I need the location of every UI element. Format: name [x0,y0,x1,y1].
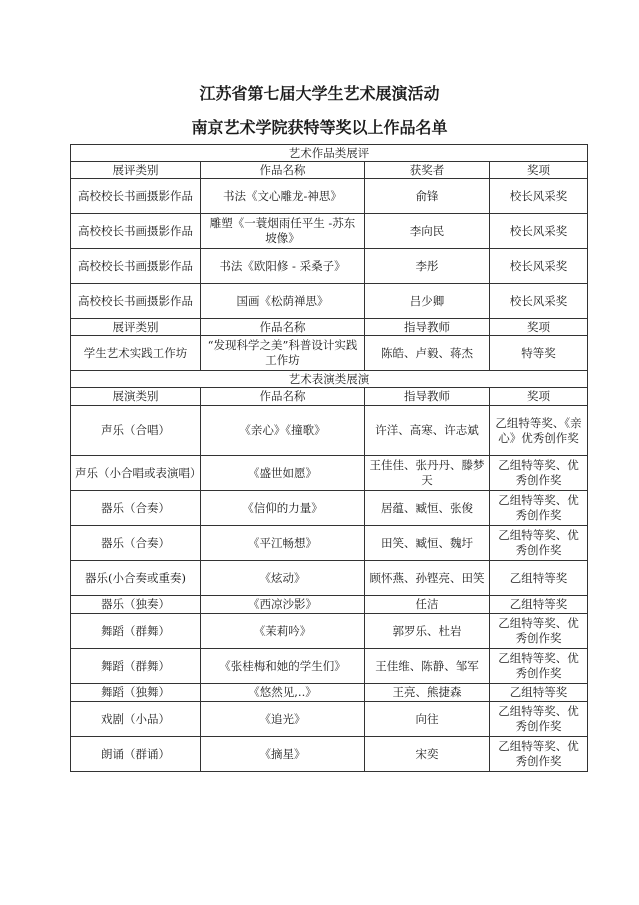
award-cell: 校长风采奖 [490,179,588,214]
category-cell: 器乐（独奏） [71,596,201,614]
winner-cell: 李向民 [365,214,490,249]
category-cell: 器乐（合奏） [71,491,201,526]
award-cell: 乙组特等奖、优秀创作奖 [490,702,588,737]
teacher-cell: 郭罗乐、杜岩 [365,614,490,649]
teacher-cell: 王佳维、陈静、邹军 [365,649,490,684]
category-cell: 高校校长书画摄影作品 [71,179,201,214]
work-title-cell: 《亲心》《撞歌》 [201,406,365,456]
column-header: 获奖者 [365,162,490,179]
category-cell: 舞蹈（独舞） [71,684,201,702]
table-row [71,214,588,249]
work-title-cell: 《追光》 [201,702,365,737]
award-cell: 乙组特等奖 [490,684,588,702]
award-cell: 校长风采奖 [490,284,588,319]
table-row [71,684,588,702]
column-header: 奖项 [490,162,588,179]
work-title-cell: 雕塑《一蓑烟雨任平生 -苏东坡像》 [201,214,365,249]
column-header: 作品名称 [201,388,365,406]
category-cell: 器乐(小合奏或重奏) [71,561,201,596]
table-row [71,561,588,596]
teacher-cell: 宋奕 [365,737,490,772]
award-cell: 乙组特等奖 [490,596,588,614]
table-row [71,284,588,319]
column-header: 指导教师 [365,319,490,336]
teacher-cell: 任洁 [365,596,490,614]
teacher-cell: 许洋、高寒、许志斌 [365,406,490,456]
work-title-cell: 《信仰的力量》 [201,491,365,526]
award-cell: 乙组特等奖、优秀创作奖 [490,649,588,684]
table-row [71,336,588,371]
category-cell: 舞蹈（群舞） [71,614,201,649]
work-title-cell: 《平江畅想》 [201,526,365,561]
award-cell: 校长风采奖 [490,249,588,284]
award-cell: 乙组特等奖、优秀创作奖 [490,491,588,526]
column-header: 展评类别 [71,319,201,336]
work-title-cell: “发现科学之美”科普设计实践工作坊 [201,336,365,371]
work-title-cell: 《茉莉吟》 [201,614,365,649]
work-title-cell: 《张桂梅和她的学生们》 [201,649,365,684]
document-title: 江苏省第七届大学生艺术展演活动 [199,84,440,103]
award-cell: 乙组特等奖、优秀创作奖 [490,614,588,649]
category-cell: 朗诵（群诵） [71,737,201,772]
category-cell: 高校校长书画摄影作品 [71,214,201,249]
teacher-cell: 顾怀燕、孙铿亮、田笑 [365,561,490,596]
category-cell: 戏剧（小品） [71,702,201,737]
table-row [71,526,588,561]
category-cell: 高校校长书画摄影作品 [71,249,201,284]
column-header: 奖项 [490,388,588,406]
table-row [71,406,588,456]
work-title-cell: 《悠然见,..》 [201,684,365,702]
work-title-cell: 《西凉沙影》 [201,596,365,614]
award-cell: 特等奖 [490,336,588,371]
winner-cell: 俞锋 [365,179,490,214]
award-cell: 校长风采奖 [490,214,588,249]
category-cell: 学生艺术实践工作坊 [71,336,201,371]
document-subtitle: 南京艺术学院获特等奖以上作品名单 [191,118,448,137]
section-title-works: 艺术作品类展评 [71,145,588,162]
column-header: 作品名称 [201,319,365,336]
teacher-cell: 向往 [365,702,490,737]
award-cell: 乙组特等奖、优秀创作奖 [490,456,588,491]
teacher-cell: 居蕴、臧恒、张俊 [365,491,490,526]
category-cell: 器乐（合奏） [71,526,201,561]
work-title-cell: 《盛世如愿》 [201,456,365,491]
column-header: 展评类别 [71,162,201,179]
awards-table [70,144,588,772]
award-cell: 乙组特等奖 [490,561,588,596]
teacher-cell: 陈皓、卢毅、蒋杰 [365,336,490,371]
table-row [71,249,588,284]
category-cell: 声乐（合唱） [71,406,201,456]
work-title-cell: 《摘星》 [201,737,365,772]
column-header: 奖项 [490,319,588,336]
column-header: 指导教师 [365,388,490,406]
column-header: 作品名称 [201,162,365,179]
column-header: 展演类别 [71,388,201,406]
table-row [71,491,588,526]
award-cell: 乙组特等奖、《亲心》优秀创作奖 [490,406,588,456]
section-title-performances: 艺术表演类展演 [71,371,588,388]
table-row [71,737,588,772]
category-cell: 声乐（小合唱或表演唱） [71,456,201,491]
award-cell: 乙组特等奖、优秀创作奖 [490,737,588,772]
work-title-cell: 国画《松荫禅思》 [201,284,365,319]
category-cell: 高校校长书画摄影作品 [71,284,201,319]
winner-cell: 吕少卿 [365,284,490,319]
table-row [71,702,588,737]
award-cell: 乙组特等奖、优秀创作奖 [490,526,588,561]
table-row [71,649,588,684]
teacher-cell: 田笑、臧恒、魏圩 [365,526,490,561]
table-row [71,179,588,214]
winner-cell: 李彤 [365,249,490,284]
table-row [71,614,588,649]
table-row [71,456,588,491]
teacher-cell: 王亮、熊捷森 [365,684,490,702]
category-cell: 舞蹈（群舞） [71,649,201,684]
table-row [71,596,588,614]
work-title-cell: 书法《文心雕龙-神思》 [201,179,365,214]
work-title-cell: 书法《欧阳修 - 采桑子》 [201,249,365,284]
teacher-cell: 王佳佳、张丹丹、滕梦天 [365,456,490,491]
work-title-cell: 《炫动》 [201,561,365,596]
